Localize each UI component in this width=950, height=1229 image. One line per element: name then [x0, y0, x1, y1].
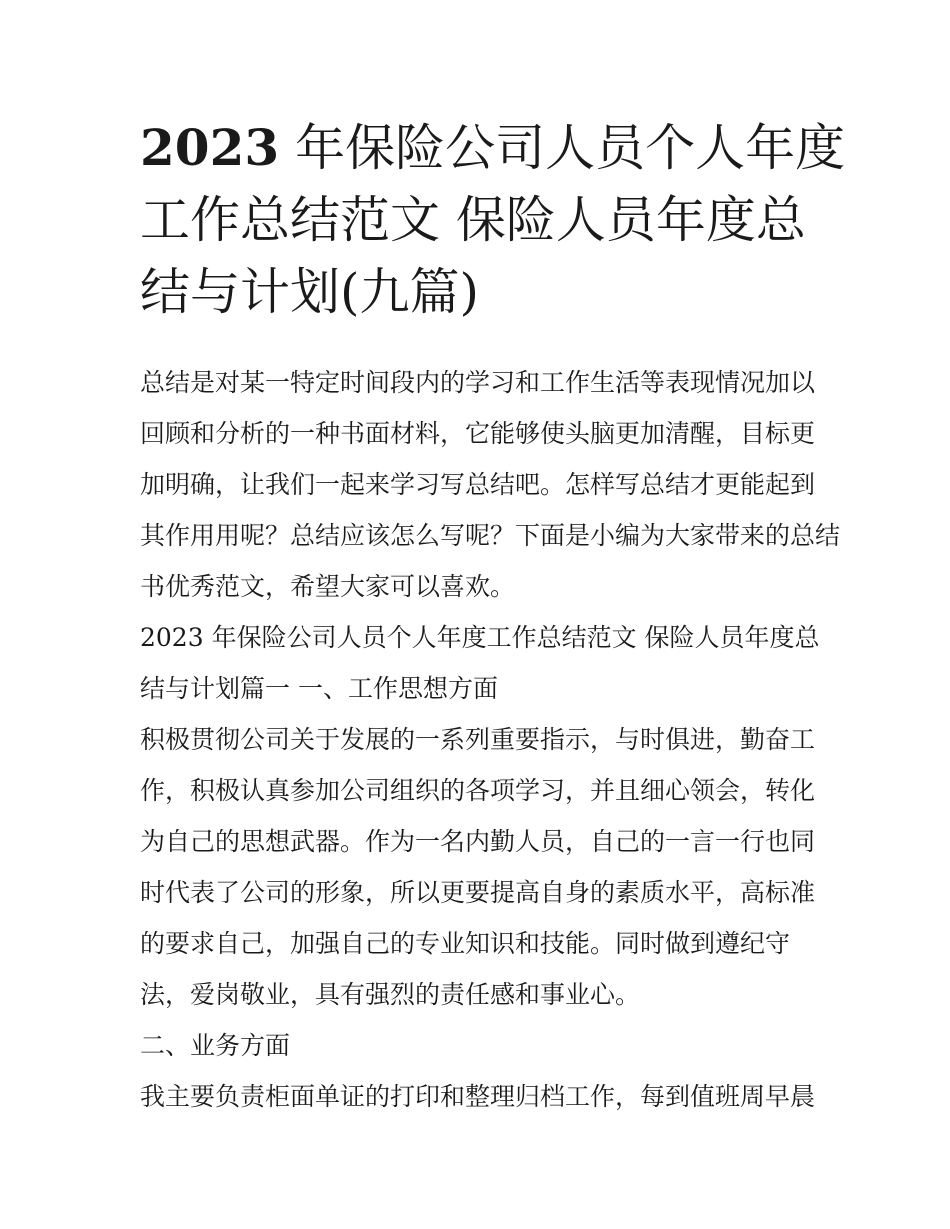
- body-line: 的要求自己，加强自己的专业知识和技能。同时做到遵纪守: [140, 929, 791, 958]
- body-line: 总结是对某一特定时间段内的学习和工作生活等表现情况加以: [140, 368, 816, 397]
- document-title: [140, 112, 846, 328]
- title-line-1: 2023 年保险公司人员个人年度: [140, 118, 846, 177]
- body-line: 法，爱岗敬业，具有强烈的责任感和事业心。: [140, 980, 641, 1009]
- body-line: 作，积极认真参加公司组织的各项学习，并且细心领会，转化: [140, 776, 816, 805]
- title-line-3: 结与计划(九篇): [140, 263, 480, 321]
- body-line: 我主要负责柜面单证的打印和整理归档工作，每到值班周早晨: [140, 1082, 816, 1111]
- body-line: 回顾和分析的一种书面材料，它能够使头脑更加清醒，目标更: [140, 419, 816, 448]
- document-body: [140, 357, 841, 1122]
- body-line: 时代表了公司的形象，所以更要提高自身的素质水平，高标准: [140, 878, 816, 907]
- body-line: 书优秀范文，希望大家可以喜欢。: [140, 572, 516, 601]
- body-line: 积极贯彻公司关于发展的一系列重要指示，与时俱进，勤奋工: [140, 725, 816, 754]
- body-line: 二、业务方面: [140, 1031, 291, 1060]
- body-line: 2023 年保险公司人员个人年度工作总结范文 保险人员年度总: [140, 623, 820, 652]
- body-line: 加明确，让我们一起来学习写总结吧。怎样写总结才更能起到: [140, 470, 816, 499]
- title-line-2: 工作总结范文 保险人员年度总: [140, 191, 806, 249]
- body-line: 结与计划篇一 一、工作思想方面: [140, 674, 498, 703]
- body-line: 其作用用呢？总结应该怎么写呢？下面是小编为大家带来的总结: [140, 521, 841, 550]
- body-line: 为自己的思想武器。作为一名内勤人员，自己的一言一行也同: [140, 827, 816, 856]
- title-year: 2023: [140, 118, 280, 177]
